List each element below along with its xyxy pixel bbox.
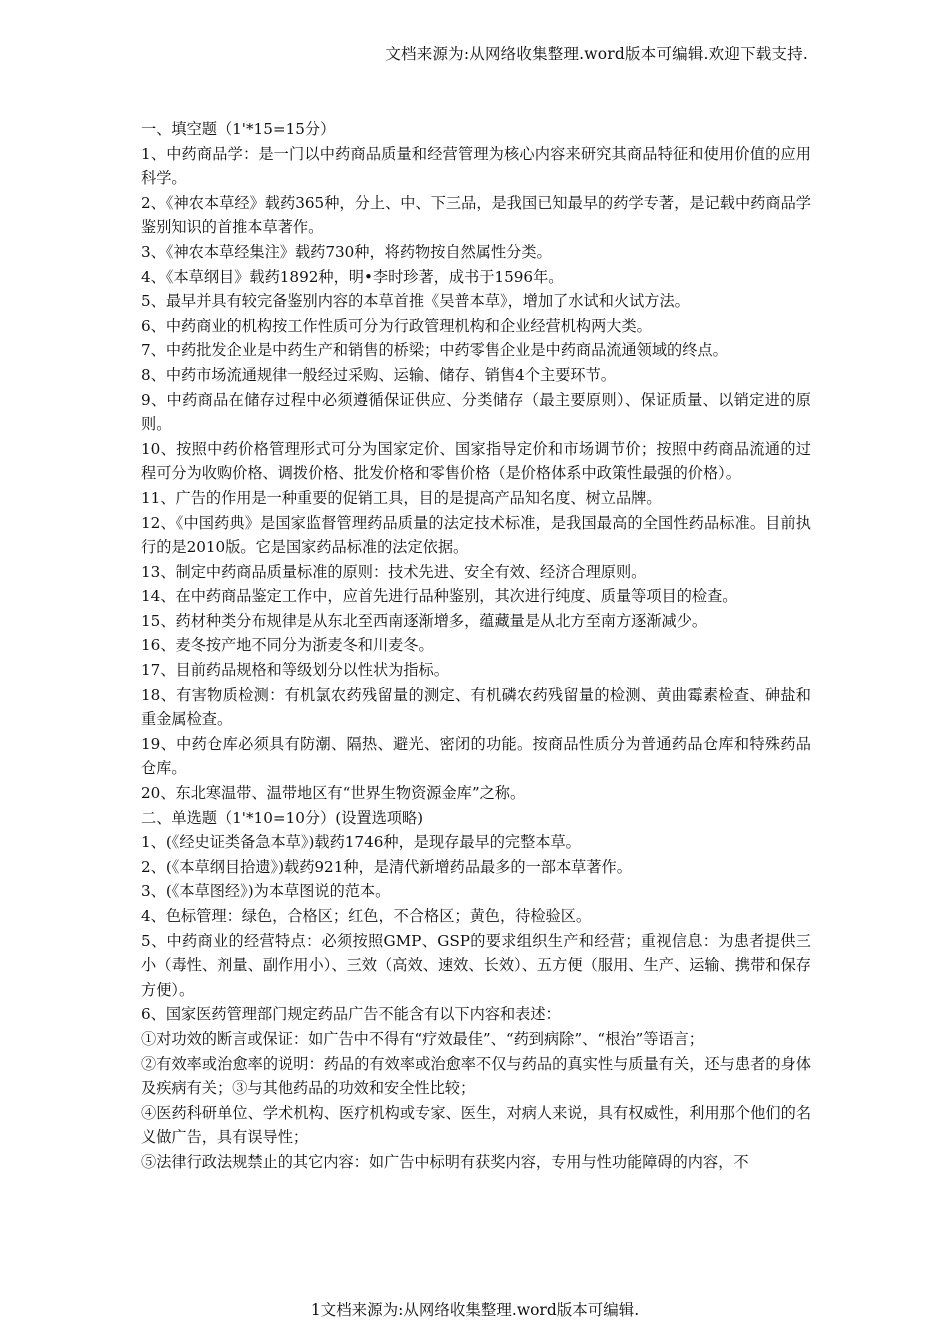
paragraph: 13、制定中药商品质量标准的原则：技术先进、安全有效、经济合理原则。 xyxy=(141,562,647,581)
paragraph: ②有效率或治愈率的说明：药品的有效率或治愈率不仅与药品的真实性与质量有关，还与患者的身体及疾病有关；③与其他药品的功效和安全性比较； xyxy=(141,1054,811,1098)
paragraph: 17、目前药品规格和等级划分以性状为指标。 xyxy=(141,661,449,680)
paragraph: 9、中药商品在储存过程中必须遵循保证供应、分类储存（最主要原则）、保证质量、以销定进的原则。 xyxy=(141,390,811,434)
paragraph: 3、(《本草图经》)为本草图说的范本。 xyxy=(141,882,391,901)
paragraph: ④医药科研单位、学术机构、医疗机构或专家、医生，对病人来说，具有权威性，利用那个他们的名义做广告，具有误导性； xyxy=(141,1103,811,1147)
paragraph: 6、中药商业的机构按工作性质可分为行政管理机构和企业经营机构两大类。 xyxy=(141,316,652,335)
paragraph: 1、中药商品学：是一门以中药商品质量和经营管理为核心内容来研究其商品特征和使用价值的应用科学。 xyxy=(141,144,811,188)
paragraph: 19、中药仓库必须具有防潮、隔热、避光、密闭的功能。按商品性质分为普通药品仓库和特殊药品仓库。 xyxy=(141,734,811,778)
paragraph: 4、《本草纲目》载药1892种，明•李时珍著，成书于1596年。 xyxy=(141,267,564,286)
paragraph: 16、麦冬按产地不同分为浙麦冬和川麦冬。 xyxy=(141,636,434,655)
paragraph: 2、《神农本草经》载药365种，分上、中、下三品，是我国已知最早的药学专著，是记载中药商品学鉴别知识的首推本草著作。 xyxy=(141,193,811,237)
paragraph: ⑤法律行政法规禁止的其它内容：如广告中标明有获奖内容，专用与性功能障碍的内容，不 xyxy=(141,1152,749,1171)
paragraph: 1、(《经史证类备急本草》)载药1746种，是现存最早的完整本草。 xyxy=(141,833,581,852)
paragraph: 7、中药批发企业是中药生产和销售的桥梁；中药零售企业是中药商品流通领域的终点。 xyxy=(141,341,728,360)
paragraph: 5、中药商业的经营特点：必须按照GMP、GSP的要求组织生产和经营；重视信息：为患者提供三小（毒性、剂量、副作用小）、三效（高效、速效、长效）、五方便（服用、生产、运输、携带和保存方便）。 xyxy=(141,931,811,999)
paragraph: 11、广告的作用是一种重要的促销工具，目的是提高产品知名度、树立品牌。 xyxy=(141,488,662,507)
paragraph: 8、中药市场流通规律一般经过采购、运输、储存、销售4个主要环节。 xyxy=(141,365,616,384)
section-heading: 二、单选题（1'*10=10分）(设置选项略) xyxy=(141,808,424,827)
paragraph: 14、在中药商品鉴定工作中，应首先进行品种鉴别，其次进行纯度、质量等项目的检查。 xyxy=(141,587,738,606)
paragraph: ①对功效的断言或保证：如广告中不得有“疗效最佳”、“药到病除”、“根治”等语言； xyxy=(141,1029,704,1048)
paragraph: 18、有害物质检测：有机氯农药残留量的测定、有机磷农药残留量的检测、黄曲霉素检查、砷盐和重金属检查。 xyxy=(141,685,811,729)
paragraph: 2、(《本草纲目拾遗》)载药921种，是清代新增药品最多的一部本草著作。 xyxy=(141,857,632,876)
page-footer: 1文档来源为:从网络收集整理.word版本可编辑. xyxy=(310,1301,640,1319)
page-header: 文档来源为:从网络收集整理.word版本可编辑.欢迎下载支持. xyxy=(385,45,808,63)
paragraph: 3、《神农本草经集注》载药730种，将药物按自然属性分类。 xyxy=(141,242,552,261)
paragraph: 15、药材种类分布规律是从东北至西南逐渐增多，蕴藏量是从北方至南方逐渐减少。 xyxy=(141,611,708,630)
paragraph: 6、国家医药管理部门规定药品广告不能含有以下内容和表述： xyxy=(141,1005,561,1024)
document-body xyxy=(141,117,811,1175)
paragraph: 12、《中国药典》是国家监督管理药品质量的法定技术标准，是我国最高的全国性药品标准。目前执行的是2010版。它是国家药品标准的法定依据。 xyxy=(141,513,811,557)
section-heading: 一、填空题（1'*15=15分） xyxy=(141,120,336,138)
paragraph: 4、色标管理：绿色，合格区；红色，不合格区；黄色，待检验区。 xyxy=(141,907,592,925)
paragraph: 10、按照中药价格管理形式可分为国家定价、国家指导定价和市场调节价；按照中药商品流通的过程可分为收购价格、调拨价格、批发价格和零售价格（是价格体系中政策性最强的价格）。 xyxy=(141,439,811,483)
paragraph: 20、东北寒温带、温带地区有“世界生物资源金库”之称。 xyxy=(141,784,526,803)
paragraph: 5、最早并具有较完备鉴别内容的本草首推《吴普本草》，增加了水试和火试方法。 xyxy=(141,292,690,311)
